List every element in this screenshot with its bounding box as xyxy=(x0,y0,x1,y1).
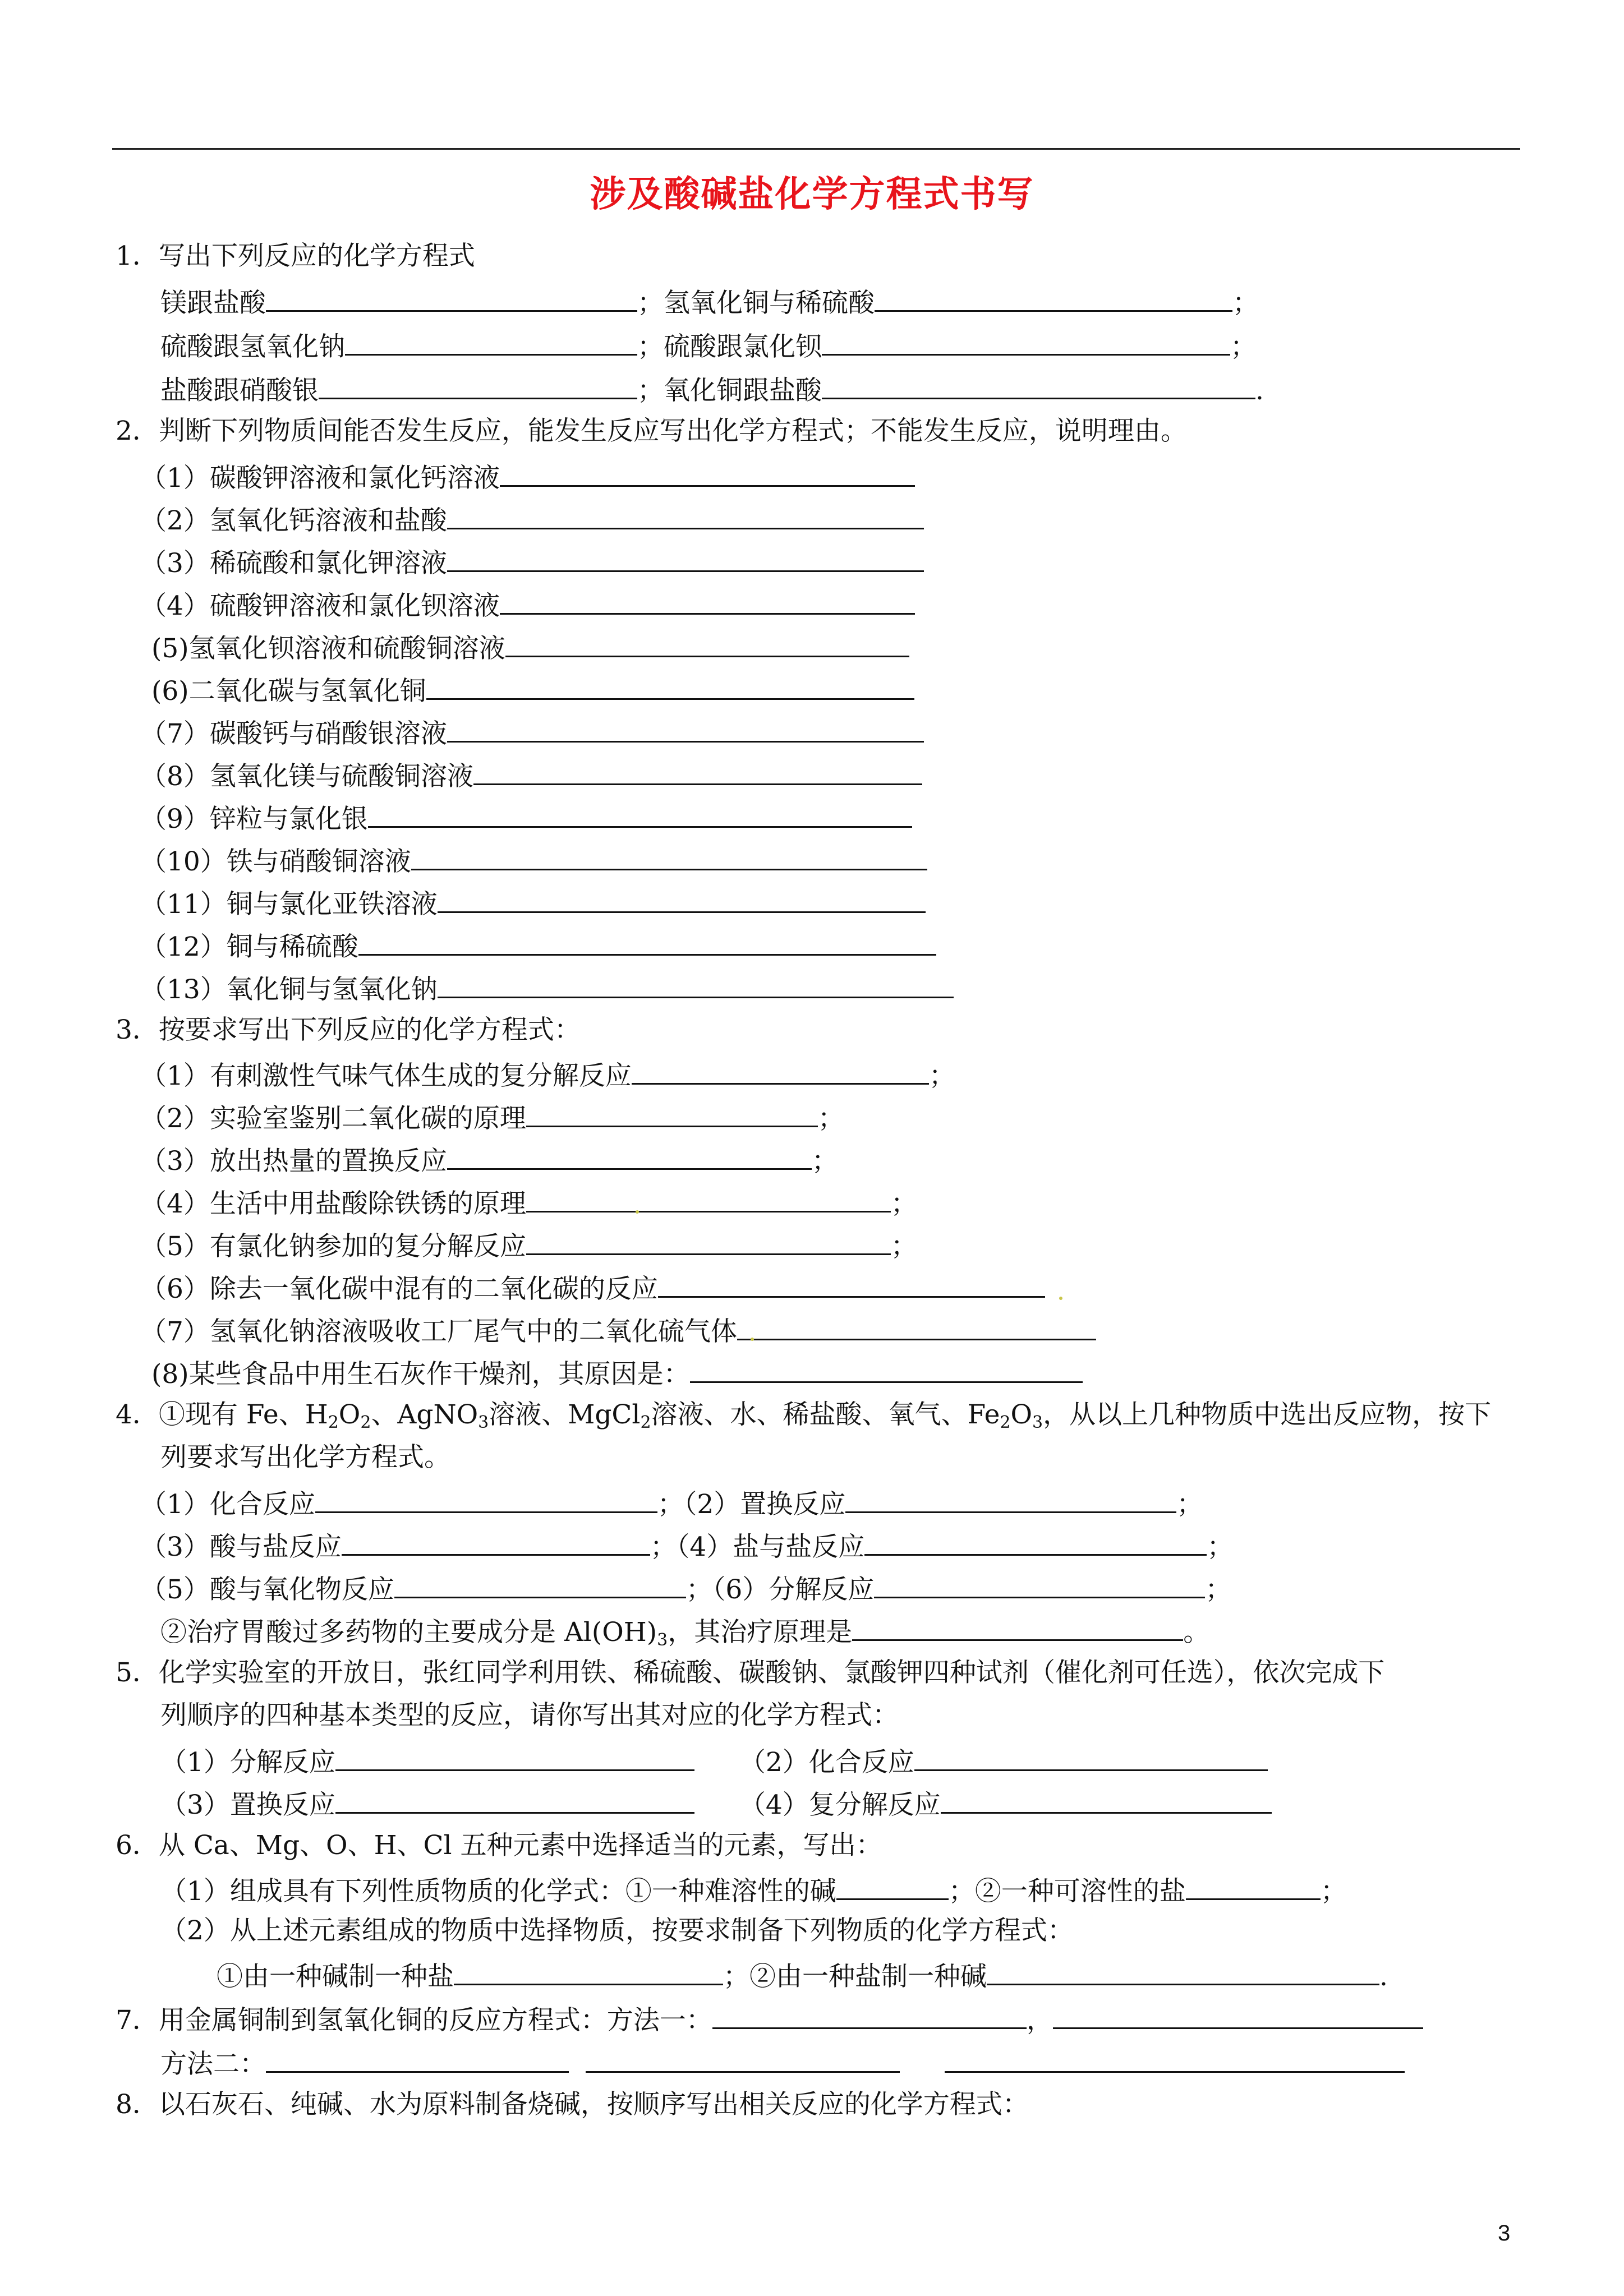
answer-blank[interactable] xyxy=(438,884,926,913)
answer-blank[interactable] xyxy=(426,671,914,700)
q4-row-1: （1）化合反应 ；（2）置换反应 ； xyxy=(140,1484,1203,1518)
q4-row-2: （3）酸与盐反应 ；（4）盐与盐反应 ； xyxy=(140,1527,1233,1561)
q3-item: (8)某些食品中用生石灰作干燥剂，其原因是： xyxy=(151,1354,1083,1388)
answer-blank[interactable] xyxy=(945,2044,1405,2073)
q4-row-4: ②治疗胃酸过多药物的主要成分是 $Al(OH)_3$，其治疗原理是 。 xyxy=(160,1612,1209,1646)
header-rule xyxy=(112,148,1520,150)
q5-line-2: 列顺序的四种基本类型的反应，请你写出其对应的化学方程式： xyxy=(160,1700,899,1731)
page-number: 3 xyxy=(1498,2221,1511,2246)
period: . xyxy=(1255,375,1264,406)
q8-heading: 8．以石灰石、纯碱、水为原料制备烧碱，按顺序写出相关反应的化学方程式： xyxy=(116,2089,1029,2120)
q2-item: (5)氢氧化钡溶液和硫酸铜溶液 xyxy=(151,629,909,662)
q7-row-1: 7．用金属铜制到氢氧化铜的反应方程式：方法一： ， xyxy=(116,2000,1423,2034)
answer-blank[interactable] xyxy=(712,2000,1027,2029)
answer-blank[interactable] xyxy=(266,283,637,312)
semicolon: ； xyxy=(637,331,664,362)
answer-blank[interactable] xyxy=(342,1527,650,1556)
q4-line-2: 列要求写出化学方程式。 xyxy=(160,1442,450,1473)
semicolon: ； xyxy=(637,375,664,406)
q5-line-1: 5．化学实验室的开放日，张红同学利用铁、稀硫酸、碳酸钠、氯酸钾四种试剂（催化剂可任选），依次完成下 xyxy=(116,1657,1385,1688)
q2-item: （8）氢氧化镁与硫酸铜溶液 xyxy=(140,757,922,790)
answer-blank[interactable] xyxy=(266,2044,569,2073)
q7-row-2: 方法二： xyxy=(160,2044,1405,2078)
q6-row-1: （1）组成具有下列性质物质的化学式：①一种难溶性的碱 ；②一种可溶性的盐 ； xyxy=(160,1871,1347,1905)
answer-blank[interactable] xyxy=(438,970,954,998)
answer-blank[interactable] xyxy=(500,458,915,487)
q6-row-2: （2）从上述元素组成的物质中选择物质，按要求制备下列物质的化学方程式： xyxy=(160,1915,1074,1946)
answer-blank[interactable] xyxy=(345,327,637,356)
q2-item: （1）碳酸钾溶液和氯化钙溶液 xyxy=(140,458,915,492)
answer-blank[interactable] xyxy=(987,1957,1379,1985)
q3-item: （4）生活中用盐酸除铁锈的原理 ； xyxy=(140,1184,917,1218)
scan-speck xyxy=(636,1210,639,1214)
answer-blank[interactable] xyxy=(845,1484,1176,1513)
answer-blank[interactable] xyxy=(658,1269,1045,1298)
answer-blank[interactable] xyxy=(447,501,924,529)
answer-blank[interactable] xyxy=(335,1742,694,1771)
q3-item: （1）有刺激性气味气体生成的复分解反应 ； xyxy=(140,1056,955,1090)
q6-row-3: ①由一种碱制一种盐 ；②由一种盐制一种碱 . xyxy=(217,1957,1388,1990)
answer-blank[interactable] xyxy=(394,1570,686,1598)
answer-blank[interactable] xyxy=(335,1785,694,1814)
semicolon: ； xyxy=(1230,331,1257,362)
q1-row-1 xyxy=(160,283,1259,317)
answer-blank[interactable] xyxy=(1186,1871,1321,1900)
q1-heading: 1．写出下列反应的化学方程式 xyxy=(116,241,475,271)
answer-blank[interactable] xyxy=(526,1227,891,1255)
answer-blank[interactable] xyxy=(500,586,915,615)
answer-blank[interactable] xyxy=(358,927,936,956)
q2-item: （3）稀硫酸和氯化钾溶液 xyxy=(140,543,924,577)
answer-blank[interactable] xyxy=(319,371,637,399)
answer-blank[interactable] xyxy=(447,1141,812,1170)
answer-blank[interactable] xyxy=(836,1871,949,1900)
q2-item: （11）铜与氯化亚铁溶液 xyxy=(140,884,926,918)
answer-blank[interactable] xyxy=(315,1484,657,1513)
answer-blank[interactable] xyxy=(447,543,924,572)
answer-blank[interactable] xyxy=(1053,2000,1423,2029)
answer-blank[interactable] xyxy=(864,1527,1207,1556)
answer-blank[interactable] xyxy=(526,1184,891,1212)
answer-blank[interactable] xyxy=(875,283,1232,312)
q2-item: (6)二氧化碳与氢氧化铜 xyxy=(151,671,914,705)
q5-row-1: （1）分解反应 （2）化合反应 xyxy=(160,1742,1268,1776)
answer-blank[interactable] xyxy=(690,1354,1083,1383)
answer-blank[interactable] xyxy=(454,1957,723,1985)
answer-blank[interactable] xyxy=(737,1312,1096,1340)
q2-item: （2）氢氧化钙溶液和盐酸 xyxy=(140,501,924,534)
q4-line-1: 4．①现有 Fe、$H_2O_2$、AgNO$_3$溶液、MgCl$_2$溶液、水、稀盐酸、氧气、$Fe_2O_3$，从以上几种物质中选出反应物，按下 xyxy=(116,1399,1492,1432)
answer-blank[interactable] xyxy=(586,2044,900,2073)
q1-label-e: 盐酸跟硝酸银 xyxy=(160,375,319,406)
q2-item: （9）锌粒与氯化银 xyxy=(140,799,912,833)
q1-label-d: 硫酸跟氯化钡 xyxy=(664,331,822,362)
answer-blank[interactable] xyxy=(914,1742,1268,1771)
q6-heading: 6．从 Ca、Mg、O、H、Cl 五种元素中选择适当的元素，写出： xyxy=(116,1830,882,1861)
q3-item: （7）氢氧化钠溶液吸收工厂尾气中的二氧化硫气体 xyxy=(140,1312,1096,1345)
answer-blank[interactable] xyxy=(447,714,924,743)
answer-blank[interactable] xyxy=(473,757,922,785)
q2-item: （7）碳酸钙与硝酸银溶液 xyxy=(140,714,924,748)
q2-item: （10）铁与硝酸铜溶液 xyxy=(140,842,927,875)
answer-blank[interactable] xyxy=(874,1570,1205,1598)
answer-blank[interactable] xyxy=(822,327,1230,356)
answer-blank[interactable] xyxy=(526,1099,818,1127)
page-title: 涉及酸碱盐化学方程式书写 xyxy=(590,174,1034,215)
semicolon: ； xyxy=(637,288,664,319)
answer-blank[interactable] xyxy=(505,629,909,657)
q3-item: （3）放出热量的置换反应 ； xyxy=(140,1141,838,1175)
q2-item: （4）硫酸钾溶液和氯化钡溶液 xyxy=(140,586,915,620)
q3-item: （5）有氯化钠参加的复分解反应 ； xyxy=(140,1227,917,1260)
q1-label-c: 硫酸跟氢氧化钠 xyxy=(160,331,345,362)
q2-item: （13）氧化铜与氢氧化钠 xyxy=(140,970,954,1003)
q5-row-2: （3）置换反应 （4）复分解反应 xyxy=(160,1785,1272,1819)
q2-item: （12）铜与稀硫酸 xyxy=(140,927,936,961)
q1-label-f: 氧化铜跟盐酸 xyxy=(664,375,822,406)
semicolon: ； xyxy=(1232,288,1259,319)
q2-heading: 2．判断下列物质间能否发生反应，能发生反应写出化学方程式；不能发生反应，说明理由。 xyxy=(116,416,1187,446)
answer-blank[interactable] xyxy=(368,799,912,828)
answer-blank[interactable] xyxy=(852,1612,1183,1641)
q3-heading: 3．按要求写出下列反应的化学方程式： xyxy=(116,1015,581,1045)
q1-label-b: 氢氧化铜与稀硫酸 xyxy=(664,288,875,319)
answer-blank[interactable] xyxy=(411,842,927,870)
q1-row-2 xyxy=(160,327,1257,361)
q3-item: （6）除去一氧化碳中混有的二氧化碳的反应 xyxy=(140,1269,1045,1303)
answer-blank[interactable] xyxy=(632,1056,929,1085)
answer-blank[interactable] xyxy=(941,1785,1272,1814)
q4-row-3: （5）酸与氧化物反应 ；（6）分解反应 ； xyxy=(140,1570,1231,1603)
answer-blank[interactable] xyxy=(822,371,1255,399)
q1-row-3 xyxy=(160,371,1264,404)
q1-label-a: 镁跟盐酸 xyxy=(160,288,266,319)
q3-item: （2）实验室鉴别二氧化碳的原理 ； xyxy=(140,1099,844,1132)
scan-speck xyxy=(751,1338,754,1341)
scan-speck xyxy=(1059,1297,1062,1300)
